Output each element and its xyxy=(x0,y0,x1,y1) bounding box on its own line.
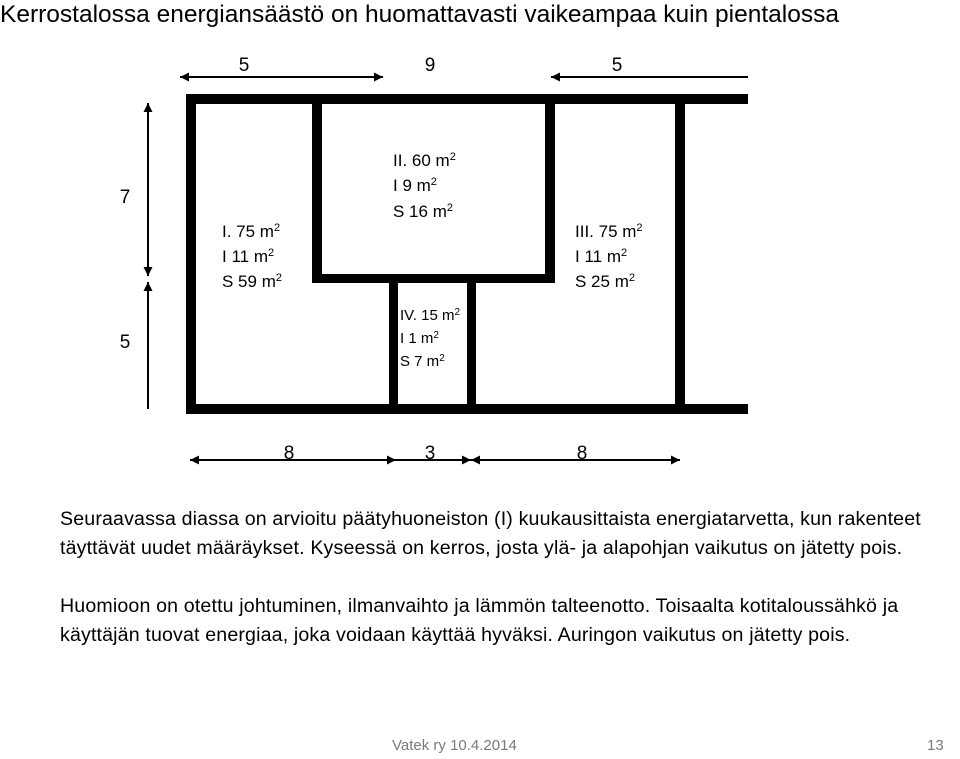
dim-top-middle: 9 xyxy=(424,55,436,76)
outer-wall-left xyxy=(186,94,196,414)
dim-top-left: 5 xyxy=(238,55,250,76)
left-dimension xyxy=(120,103,148,409)
dim-bottom-middle: 3 xyxy=(424,443,436,464)
wall-room1-room2 xyxy=(312,96,322,282)
top-dimension xyxy=(180,55,748,77)
bottom-dimension xyxy=(190,443,680,464)
paragraph-1: Seuraavassa diassa on arvioitu päätyhuoneiston (I) kuukausittaista energiatarvetta, kun rakenteet täyttävät uudet määräykset. Kyseessä on kerros, josta ylä- ja alapohjan vaikutus on jätetty pois. xyxy=(60,508,921,559)
slide-body xyxy=(60,505,960,650)
svg-text:S 7 m2: S 7 $m^2$ xyxy=(400,353,445,370)
svg-text:II. 60 m2: II. 60 $m^2$ xyxy=(393,151,456,170)
room-label-III xyxy=(575,222,643,291)
wall-room2-bottom xyxy=(312,274,555,283)
wall-corridor-right xyxy=(467,278,476,412)
wall-room2-room3 xyxy=(545,96,555,282)
svg-text:S 25 m2: S 25 $m^2$ xyxy=(575,272,635,291)
dim-left-upper: 7 xyxy=(119,187,131,208)
dim-top-right: 5 xyxy=(611,55,623,76)
svg-text:I 11 m2: I 11 $m^2$ xyxy=(575,247,628,266)
footer-text: Vatek ry 10.4.2014 xyxy=(392,737,517,754)
dim-left-lower: 5 xyxy=(119,332,131,353)
paragraph-2: Huomioon on otettu johtuminen, ilmanvaihto ja lämmön talteenotto. Toisaalta kotitaloussähkö ja käyttäjän tuovat energiaa, joka voidaan käyttää hyväksi. Auringon vaikutus on jätetty pois. xyxy=(60,595,899,646)
svg-text:III. 75 m2: III. 75 $m^2$ xyxy=(575,222,643,241)
page-number: 13 xyxy=(927,737,944,754)
svg-text:I 11 m2: I 11 $m^2$ xyxy=(222,247,275,266)
svg-text:I 1 m2: I 1 $m^2$ xyxy=(400,330,439,347)
room-label-II xyxy=(393,151,456,221)
room-label-IV xyxy=(400,307,460,370)
wall-room3-right xyxy=(675,96,685,412)
svg-text:I 9 m2: I 9 $m^2$ xyxy=(393,176,437,195)
dim-bottom-left: 8 xyxy=(283,443,295,464)
svg-text:I. 75 m2: I. 75 $m^2$ xyxy=(222,222,281,241)
svg-text:S 16 m2: S 16 $m^2$ xyxy=(393,202,453,221)
svg-text:IV. 15 m2: IV. 15 $m^2$ xyxy=(400,307,461,324)
svg-text:S 59 m2: S 59 $m^2$ xyxy=(222,272,282,291)
outer-wall-top xyxy=(186,94,748,104)
room-label-I xyxy=(222,222,282,291)
wall-corridor-left xyxy=(389,278,398,412)
slide-title: Kerrostalossa energiansäästö on huomattavasti vaikeampaa kuin pientalossa xyxy=(0,1,839,28)
dim-bottom-right: 8 xyxy=(576,443,588,464)
